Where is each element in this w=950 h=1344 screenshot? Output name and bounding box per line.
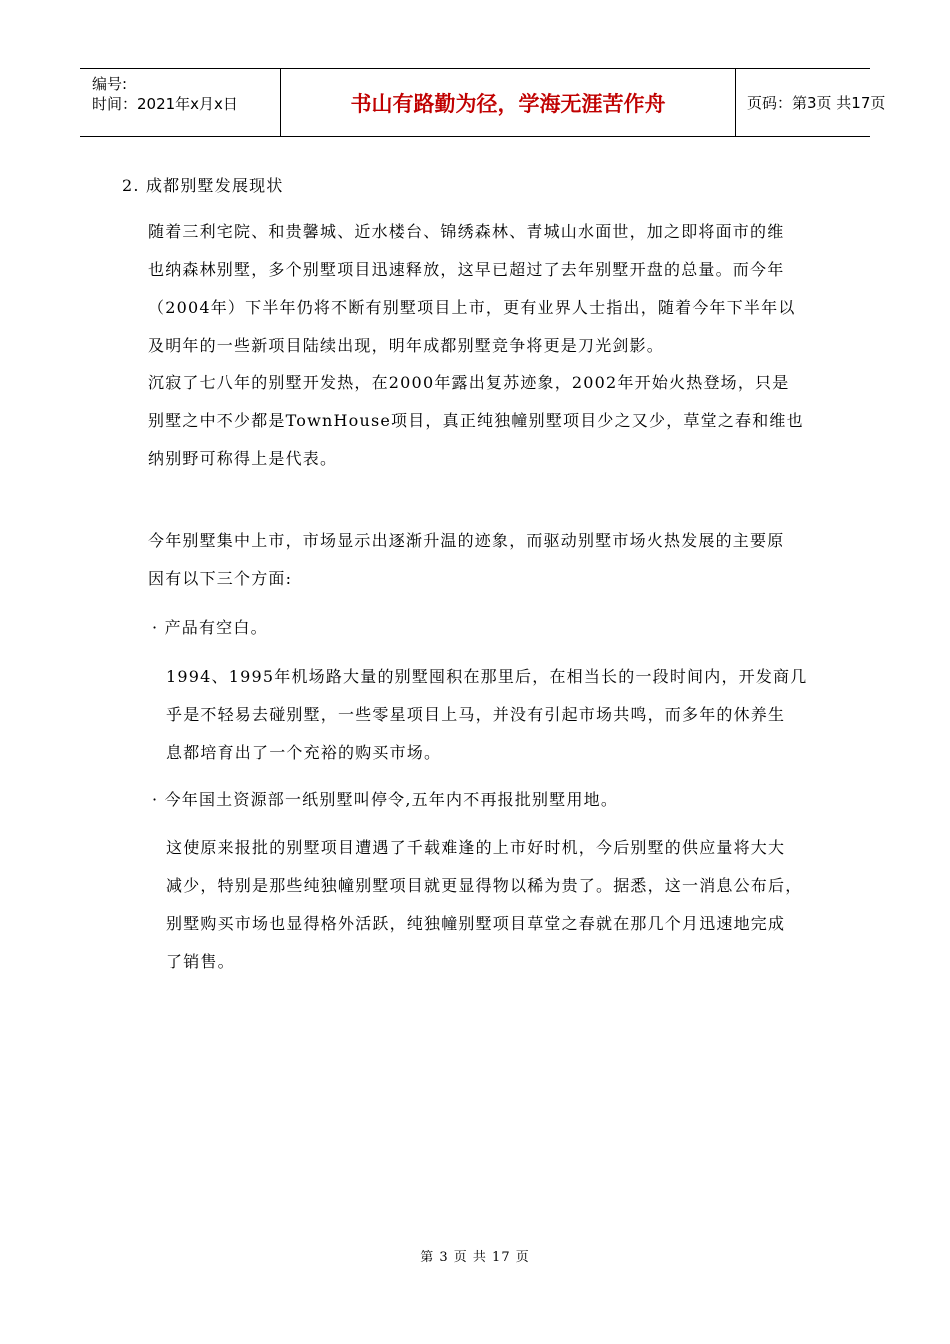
document-number-label: 编号: (92, 75, 128, 93)
bullet-item: · 产品有空白。 (152, 618, 268, 637)
paragraph-line: 息都培育出了一个充裕的购买市场。 (166, 743, 442, 762)
header-meta (80, 69, 280, 136)
page-footer: 第 3 页 共 17 页 (420, 1250, 530, 1265)
paragraph-line: 因有以下三个方面: (148, 569, 293, 588)
paragraph-line: 随着三利宅院、和贵馨城、近水楼台、锦绣森林、青城山水面世，加之即将面市的维 (148, 222, 785, 241)
paragraph-line: 也纳森林别墅，多个别墅项目迅速释放，这早已超过了去年别墅开盘的总量。而今年 (148, 260, 785, 279)
paragraph-line: 乎是不轻易去碰别墅，一些零星项目上马，并没有引起市场共鸣，而多年的休养生 (166, 705, 786, 724)
section-heading: 2. 成都别墅发展现状 (122, 176, 284, 195)
paragraph-line: 今年别墅集中上市，市场显示出逐渐升温的迹象，而驱动别墅市场火热发展的主要原 (148, 531, 785, 550)
paragraph-line: 了销售。 (166, 952, 235, 971)
page-header (80, 68, 886, 137)
paragraph-line: 别墅购买市场也显得格外活跃，纯独幢别墅项目草堂之春就在那几个月迅速地完成 (166, 914, 786, 933)
paragraph-line: 别墅之中不少都是TownHouse项目，真正纯独幢别墅项目少之又少，草堂之春和维也 (148, 411, 804, 430)
paragraph-line: 减少，特别是那些纯独幢别墅项目就更显得物以稀为贵了。据悉，这一消息公布后， (166, 876, 803, 895)
paragraph-line: 沉寂了七八年的别墅开发热，在2000年露出复苏迹象，2002年开始火热登场，只是 (148, 373, 790, 392)
header-page-info (735, 69, 886, 136)
bullet-item: · 今年国土资源部一纸别墅叫停令,五年内不再报批别墅用地。 (152, 790, 619, 809)
paragraph-line: 纳别野可称得上是代表。 (148, 449, 338, 468)
paragraph-line: 1994、1995年机场路大量的别墅囤积在那里后，在相当长的一段时间内，开发商几 (166, 667, 808, 686)
paragraph-line: 这使原来报批的别墅项目遭遇了千载难逢的上市好时机，今后别墅的供应量将大大 (166, 838, 786, 857)
header-page-label: 页码：第3页 共17页 (747, 94, 886, 112)
header-motto: 书山有路勤为径，学海无涯苦作舟 (280, 69, 736, 136)
paragraph-line: （2004年）下半年仍将不断有别墅项目上市，更有业界人士指出，随着今年下半年以 (148, 298, 796, 317)
document-date-label: 时间：2021年x月x日 (92, 95, 238, 113)
paragraph-line: 及明年的一些新项目陆续出现，明年成都别墅竞争将更是刀光剑影。 (148, 336, 665, 355)
